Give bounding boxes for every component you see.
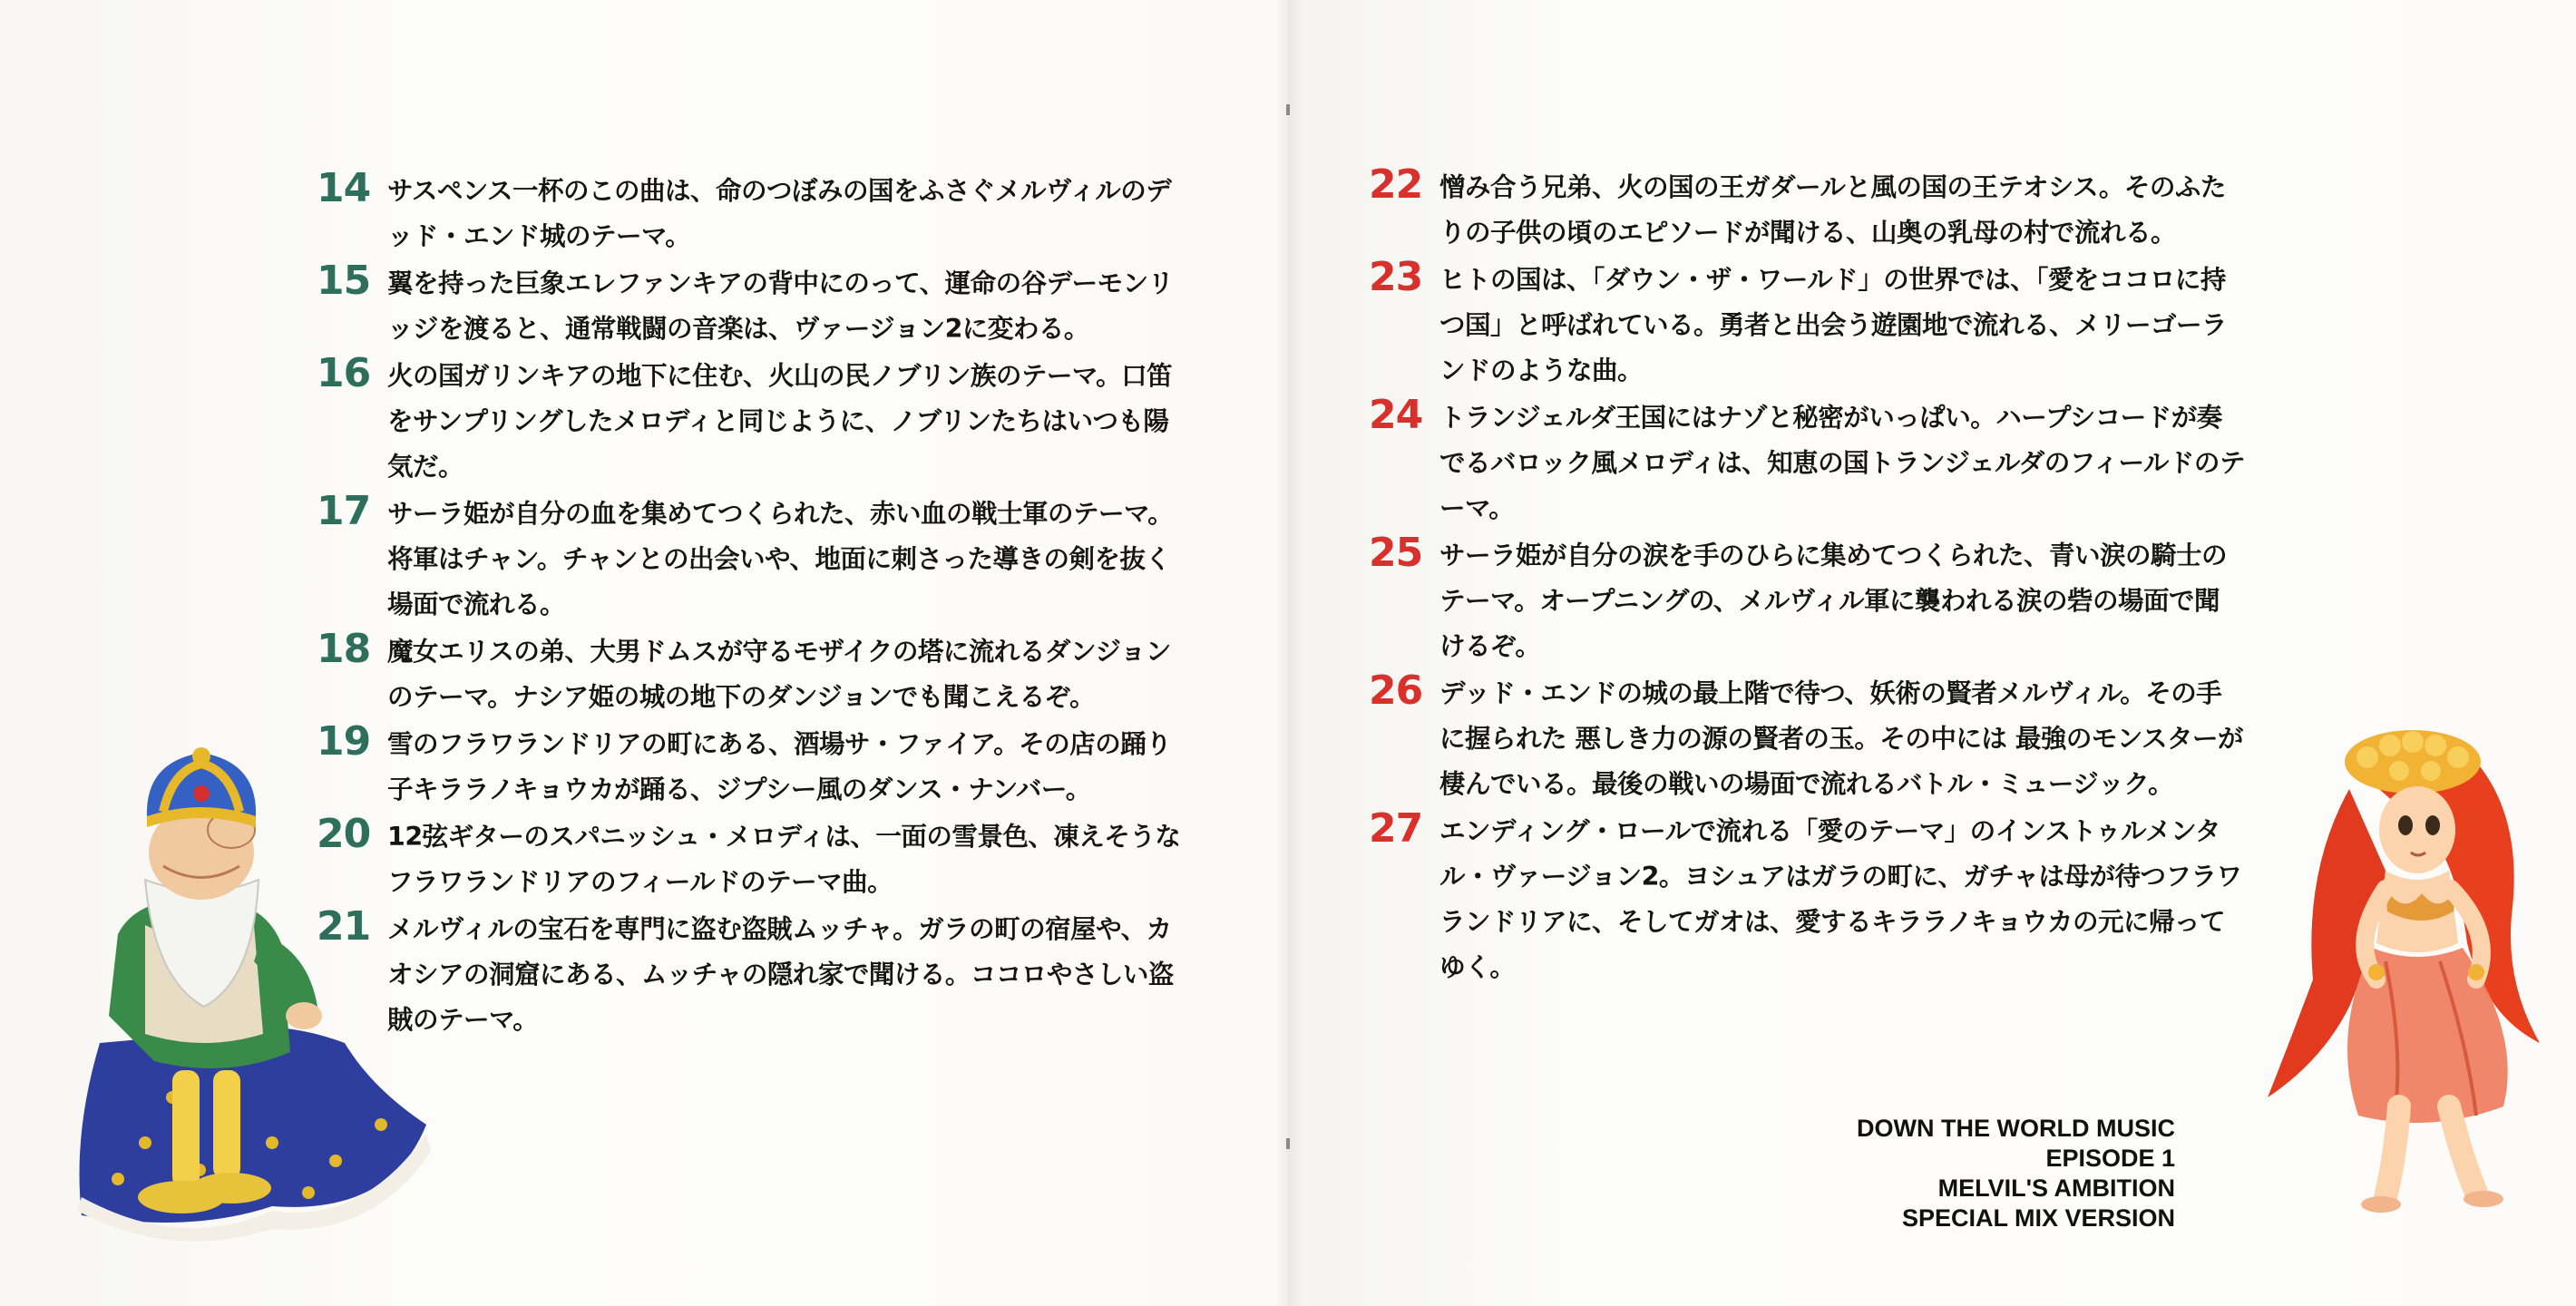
track-number: 23 xyxy=(1369,254,1423,300)
track-number: 18 xyxy=(317,626,371,672)
track-note-16 xyxy=(317,350,1193,490)
right-track-notes xyxy=(1369,161,2245,992)
track-note-26 xyxy=(1369,668,2245,807)
track-number: 27 xyxy=(1369,805,1423,852)
track-description: ヒトの国は、「ダウン・ザ・ワールド」の世界では、「愛をココロに持つ国」と呼ばれている。勇者と出会う遊園地で流れる、メリーゴーランドのような曲。 xyxy=(1439,265,2228,385)
track-note-15 xyxy=(317,258,1193,352)
track-note-24 xyxy=(1369,392,2245,531)
track-number: 19 xyxy=(317,718,371,765)
gutter-mark xyxy=(1286,104,1290,115)
track-description: 翼を持った巨象エレファンキアの背中にのって、運命の谷デーモンリッジを渡ると、通常戦闘の音楽は、ヴァージョン2に変わる。 xyxy=(387,268,1174,344)
track-number: 25 xyxy=(1369,530,1423,576)
track-number: 21 xyxy=(317,903,371,950)
track-note-21 xyxy=(317,903,1193,1043)
track-number: 26 xyxy=(1369,668,1423,714)
track-number: 15 xyxy=(317,258,371,304)
track-number: 20 xyxy=(317,811,371,857)
dancer-illustration xyxy=(2249,707,2567,1215)
track-note-23 xyxy=(1369,254,2245,394)
track-number: 24 xyxy=(1369,392,1423,438)
page-gutter xyxy=(1274,0,1302,1306)
track-description: エンディング・ロールで流れる「愛のテーマ」のインストゥルメンタル・ヴァージョン2。ヨシュアはガラの町に、ガチャは母が待つフラワランドリアに、そしてガオは、愛するキララノキョウカの元に帰ってゆく。 xyxy=(1439,816,2242,982)
track-description: 雪のフラワランドリアの町にある、酒場サ・ファイア。その店の踊り子キララノキョウカが踊る、ジプシー風のダンス・ナンバー。 xyxy=(387,729,1172,804)
credits-line: DOWN THE WORLD MUSIC xyxy=(1857,1115,2175,1142)
track-description: サスペンス一杯のこの曲は、命のつぼみの国をふさぐメルヴィルのデッド・エンド城のテーマ。 xyxy=(387,176,1172,251)
gutter-mark xyxy=(1286,1138,1290,1149)
track-note-19 xyxy=(317,718,1193,813)
track-description: メルヴィルの宝石を専門に盗む盗賊ムッチャ。ガラの町の宿屋や、カオシアの洞窟にある、ムッチャの隠れ家で聞ける。ココロやさしい盗賊のテーマ。 xyxy=(387,914,1174,1035)
left-track-notes xyxy=(317,165,1193,1045)
album-credits xyxy=(1857,1114,2175,1233)
track-number: 14 xyxy=(317,165,371,211)
track-number: 17 xyxy=(317,488,371,534)
track-description: 火の国ガリンキアの地下に住む、火山の民ノブリン族のテーマ。口笛をサンプリングしたメロディと同じように、ノブリンたちはいつも陽気だ。 xyxy=(387,361,1173,482)
track-number: 16 xyxy=(317,350,371,396)
credits-line: MELVIL'S AMBITION xyxy=(1937,1174,2175,1202)
track-description: デッド・エンドの城の最上階で待つ、妖術の賢者メルヴィル。その手に握られた 悪しき力の源の賢者の玉。その中には 最強のモンスターが棲んでいる。最後の戦いの場面で流れるバトル・ミュージック。 xyxy=(1439,678,2243,799)
track-note-25 xyxy=(1369,530,2245,669)
track-description: 12弦ギターのスパニッシュ・メロディは、一面の雪景色、凍えそうなフラワランドリアのフィールドのテーマ曲。 xyxy=(387,822,1181,897)
credits-line: EPISODE 1 xyxy=(2045,1145,2175,1172)
track-description: 憎み合う兄弟、火の国の王ガダールと風の国の王テオシス。そのふたりの子供の頃のエピソードが聞ける、山奥の乳母の村で流れる。 xyxy=(1439,172,2226,248)
credits-line: SPECIAL MIX VERSION xyxy=(1901,1204,2175,1232)
track-description: 魔女エリスの弟、大男ドムスが守るモザイクの塔に流れるダンジョンのテーマ。ナシア姫の城の地下のダンジョンでも聞こえるぞ。 xyxy=(387,637,1171,712)
track-note-20 xyxy=(317,811,1193,905)
track-note-18 xyxy=(317,626,1193,720)
king-illustration xyxy=(45,744,435,1252)
track-note-27 xyxy=(1369,805,2245,990)
track-description: サーラ姫が自分の涙を手のひらに集めてつくられた、青い涙の騎士のテーマ。オープニングの、メルヴィル軍に襲われる涙の砦の場面で聞けるぞ。 xyxy=(1439,541,2228,661)
track-description: トランジェルダ王国にはナゾと秘密がいっぱい。ハープシコードが奏でるバロック風メロディは、知恵の国トランジェルダのフィールドのテーマ。 xyxy=(1439,403,2245,523)
track-number: 22 xyxy=(1369,161,1423,208)
track-note-17 xyxy=(317,488,1193,628)
track-description: サーラ姫が自分の血を集めてつくられた、赤い血の戦士軍のテーマ。将軍はチャン。チャンとの出会いや、地面に刺さった導きの剣を抜く場面で流れる。 xyxy=(387,499,1174,619)
track-note-22 xyxy=(1369,161,2245,256)
track-note-14 xyxy=(317,165,1193,259)
